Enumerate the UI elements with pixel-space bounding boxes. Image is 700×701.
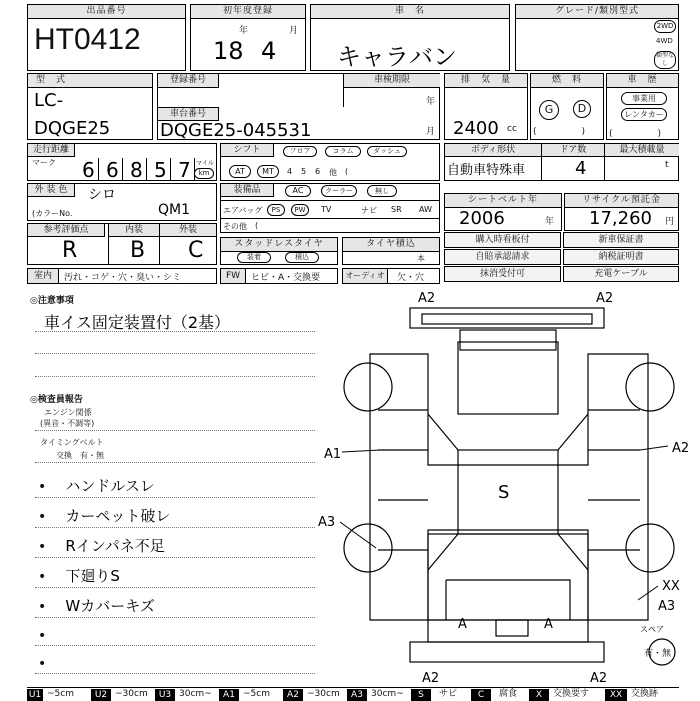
studless-box	[220, 237, 338, 265]
note-line	[35, 462, 315, 463]
note-line	[35, 527, 315, 528]
lot-number-box	[27, 4, 186, 71]
audio-items: 欠・穴	[397, 273, 425, 283]
shift-5: 5	[301, 167, 307, 176]
color-code-label: (カラーNo.	[32, 209, 73, 218]
shift-box	[220, 143, 440, 181]
mileage-label: 走行距離	[28, 144, 75, 157]
model-code-label: 型 式	[28, 74, 152, 88]
fuel-diesel: D	[573, 100, 591, 118]
legend-key: XX	[605, 689, 627, 701]
mileage-digit-separator	[170, 158, 171, 180]
document-button: 新車保証書	[563, 232, 679, 248]
interior-score-divider	[108, 236, 109, 264]
mileage-box	[27, 143, 217, 181]
side-line-right	[588, 410, 640, 550]
timing-belt-label: タイミングベルト	[40, 438, 104, 447]
first-registration-month: 4	[261, 37, 277, 65]
wheel-front-right	[626, 363, 674, 411]
lot-number-label: 出品番号	[28, 5, 185, 19]
rear-bumper	[410, 642, 604, 662]
studless-loaded: 積込	[285, 252, 319, 263]
mileage-digit: 7	[178, 158, 191, 182]
mileage-mile: マイル	[196, 160, 214, 167]
inspection-label: 車検期限	[344, 74, 440, 88]
fuel-gasoline: G	[539, 100, 559, 120]
displacement-unit: cc	[507, 124, 517, 134]
engine-sub: (異音・不調等)	[40, 419, 95, 428]
wheel-rear-right	[626, 524, 674, 572]
capacity-divider	[604, 156, 605, 180]
shift-floor: フロア	[283, 146, 317, 157]
model-code-value-2: DQGE25	[34, 118, 111, 139]
damage-mark: S	[498, 482, 510, 503]
legend-key: A2	[283, 689, 303, 701]
month-word: 月	[289, 26, 299, 36]
model-name: キャラバン	[337, 43, 457, 71]
item-bullet: •	[38, 479, 47, 495]
model-code-value: LC-	[34, 90, 64, 111]
note-line	[35, 557, 315, 558]
item-text: ハンドルスレ	[65, 477, 155, 495]
recycle-box	[564, 193, 679, 231]
front-window-items: ヒビ・A・交換要	[251, 273, 321, 283]
car-damage-diagram	[318, 290, 700, 682]
inspection-item	[38, 565, 120, 586]
document-button: 抹消受付可	[444, 266, 561, 282]
seatbelt-year: 年	[545, 217, 555, 227]
item-bullet: •	[38, 569, 47, 585]
fuel-label: 燃 料	[531, 74, 603, 88]
equip-cooler: クーラー	[321, 185, 357, 197]
exterior-score-label: 外装	[160, 224, 216, 237]
damage-mark: A	[544, 617, 553, 632]
wheel-rear-left	[344, 524, 392, 572]
damage-mark: A2	[596, 291, 614, 306]
equip-tv: TV	[321, 205, 332, 214]
damage-mark: A2	[672, 441, 690, 456]
inspection-item	[38, 535, 165, 556]
document-button: 充電ケーブル	[563, 266, 679, 282]
inspection-item	[38, 505, 170, 526]
mileage-digit: 8	[130, 158, 143, 182]
document-button: 自賠承認請求	[444, 249, 561, 265]
equip-none: 無し	[367, 185, 397, 197]
interior-score-value: B	[130, 238, 146, 263]
front-window-label: FW	[221, 269, 246, 283]
damage-mark: A2	[422, 671, 440, 682]
fuel-box	[530, 73, 604, 140]
timing-belt-sub: 交換 有・無	[56, 451, 104, 460]
rear-body	[428, 534, 588, 620]
shift-dash: ダッシュ	[367, 146, 407, 157]
mileage-digit-row	[74, 156, 194, 180]
empty-bullet: •	[38, 656, 47, 672]
capacity-unit: t	[665, 160, 669, 170]
legend-key: C	[471, 689, 491, 701]
legend-value: ~5cm	[243, 689, 270, 699]
equip-aw: AW	[419, 205, 432, 214]
model-name-box	[310, 4, 510, 71]
legend-value: 腐食	[499, 689, 518, 699]
damage-leader	[640, 446, 668, 450]
color-code-value: QM1	[158, 202, 191, 218]
shift-column: コラム	[325, 146, 361, 157]
legend-key: X	[529, 689, 549, 701]
equip-other-paren: (	[255, 221, 259, 230]
wheel-front-left	[344, 363, 392, 411]
exterior-score-value: C	[188, 238, 204, 263]
legend-value: 交換要す	[553, 689, 590, 699]
tire-load-label: タイヤ積込	[343, 238, 439, 252]
legend-value: 30cm~	[179, 689, 212, 699]
displacement-value: 2400	[453, 118, 499, 139]
empty-bullet: •	[38, 628, 47, 644]
spare-value: 有・無	[644, 649, 672, 659]
note-line	[35, 587, 315, 588]
note-line	[35, 376, 315, 377]
note-line	[35, 353, 315, 354]
mileage-digit: 6	[106, 158, 119, 182]
fuel-paren: ( )	[533, 127, 586, 137]
inspection-item	[38, 595, 155, 616]
item-text: Wカバーキズ	[65, 597, 155, 615]
legend-value: ~30cm	[115, 689, 148, 699]
note-line	[35, 617, 315, 618]
registration-number-label: 登録番号	[158, 74, 219, 88]
body-box	[444, 143, 679, 181]
shift-mt: MT	[257, 165, 279, 178]
drive-other: 類型なし	[655, 52, 674, 67]
drive-4wd: 4WD	[656, 37, 673, 45]
damage-mark: A	[458, 617, 467, 632]
meter-label: マーク	[32, 158, 56, 167]
item-bullet: •	[38, 539, 47, 555]
equip-airbag: エアバッグ	[223, 206, 263, 215]
doors-divider	[541, 156, 542, 180]
equip-sr: SR	[391, 205, 402, 214]
doors-value: 4	[575, 158, 587, 179]
damage-mark: A3	[658, 599, 676, 614]
legend-bar	[27, 687, 679, 701]
legend-key: S	[411, 689, 431, 701]
registration-box	[157, 73, 440, 140]
note-line	[35, 331, 315, 332]
recycle-unit: 円	[665, 217, 675, 227]
doors-label: ドア数	[542, 144, 605, 157]
inspector-title: ◎検査員報告	[30, 395, 83, 405]
exterior-score-divider	[159, 236, 160, 264]
front-bumper-inner	[422, 314, 592, 324]
shift-4: 4	[287, 167, 293, 176]
attention-line: 車イス固定装置付（2基）	[44, 313, 231, 332]
history-box	[606, 73, 679, 140]
inspection-month: 月	[426, 127, 436, 137]
equip-navi: ナビ	[361, 206, 377, 215]
damage-mark: A1	[324, 447, 342, 462]
seatbelt-value: 2006	[459, 208, 505, 229]
studless-label: スタッドレスタイヤ	[221, 238, 337, 252]
body-label: ボディ形状	[445, 144, 542, 157]
roof-outline	[458, 342, 558, 414]
mileage-km: km	[194, 168, 214, 179]
item-bullet: •	[38, 509, 47, 525]
equip-other: その他	[223, 222, 247, 231]
seatbelt-label: シートベルト年	[445, 194, 561, 208]
equip-pw: PW	[291, 204, 309, 216]
shift-at: AT	[229, 165, 251, 178]
damage-mark: XX	[662, 579, 680, 594]
legend-value: 30cm~	[371, 689, 404, 699]
drive-2wd: 2WD	[654, 20, 676, 33]
lot-number: HT0412	[34, 23, 141, 56]
color-label: 外 装 色	[28, 184, 75, 197]
mileage-digit: 6	[82, 158, 95, 182]
tire-load-box	[342, 237, 440, 265]
rear-panel	[428, 620, 588, 642]
history-paren: ( )	[609, 129, 662, 139]
history-business: 事業用	[621, 92, 667, 105]
equip-ac: AC	[285, 185, 311, 197]
year-word: 年	[239, 26, 249, 36]
legend-key: A1	[219, 689, 239, 701]
note-line	[35, 645, 315, 646]
audio-box	[342, 268, 440, 284]
legend-value: サビ	[439, 689, 458, 699]
damage-mark: A2	[590, 671, 608, 682]
grade-box	[515, 4, 679, 71]
item-bullet: •	[38, 599, 47, 615]
item-text: カーペット破レ	[65, 507, 171, 525]
model-name-label: 車 名	[311, 5, 509, 19]
interior-condition-label: 室内	[28, 269, 59, 283]
first-registration-year: 18	[213, 37, 244, 65]
front-window-box	[220, 268, 338, 284]
history-rental: レンタカー	[621, 108, 667, 121]
audio-label: オーディオ	[343, 269, 388, 283]
note-line	[35, 497, 315, 498]
equip-row-line	[221, 200, 439, 201]
shift-label: シフト	[221, 144, 274, 157]
studless-equipped: 装着	[237, 252, 271, 263]
legend-value: 交換跡	[631, 689, 659, 699]
model-code-box	[27, 73, 153, 140]
note-line	[35, 673, 315, 674]
equip-row-line-2	[221, 218, 439, 219]
shift-paren: (	[345, 167, 349, 176]
history-label: 車 歴	[607, 74, 678, 88]
displacement-box	[444, 73, 528, 140]
legend-value: ~30cm	[307, 689, 340, 699]
reference-score-label: 参考評価点	[28, 224, 105, 237]
legend-key: U3	[155, 689, 175, 701]
damage-mark: A3	[318, 515, 336, 530]
damage-leader	[342, 450, 380, 452]
displacement-label: 排 気 量	[445, 74, 527, 88]
mileage-digit-separator	[122, 158, 123, 180]
item-text: 下廻りS	[65, 567, 120, 585]
equipment-label: 装備品	[221, 184, 274, 197]
body-value: 自動車特殊車	[447, 163, 526, 178]
attention-title: ◎注意事項	[30, 296, 74, 306]
seatbelt-box	[444, 193, 562, 231]
mileage-digit-separator	[146, 158, 147, 180]
mileage-digit: 5	[154, 158, 167, 182]
shift-6: 6	[315, 167, 321, 176]
chassis-value: DQGE25-045531	[160, 120, 312, 141]
damage-mark: A2	[418, 291, 436, 306]
interior-condition-items: 汚れ・コゲ・穴・臭い・シミ	[64, 273, 182, 283]
document-button: 購入時看板付	[444, 232, 561, 248]
note-line	[35, 430, 315, 431]
spare-label: スペア	[640, 625, 664, 634]
tire-load-unit: 本	[417, 254, 425, 263]
inspection-year: 年	[426, 97, 436, 107]
engine-label: エンジン関係	[44, 408, 92, 417]
recycle-value: 17,260	[589, 208, 652, 229]
equipment-box	[220, 183, 440, 233]
inspection-item	[38, 475, 155, 496]
side-line-left	[378, 410, 428, 550]
grade-score-box	[27, 223, 217, 265]
chassis-label: 車台番号	[158, 107, 219, 121]
first-registration-label: 初年度登録	[191, 5, 305, 19]
shift-other: 他	[329, 168, 337, 177]
interior-score-label: 内装	[108, 224, 160, 237]
equip-ps: PS	[267, 204, 285, 216]
legend-key: U1	[28, 690, 42, 700]
item-text: Rインパネ不足	[65, 537, 165, 555]
legend-key: U2	[91, 689, 111, 701]
first-registration-box	[190, 4, 306, 71]
legend-key: A3	[347, 689, 367, 701]
hood-top	[460, 330, 556, 350]
grade-label: グレード/類別型式	[516, 5, 678, 19]
front-bumper	[410, 308, 604, 328]
legend-value: ~5cm	[47, 689, 74, 699]
color-box	[27, 183, 217, 221]
document-button: 納税証明書	[563, 249, 679, 265]
reference-score-value: R	[62, 238, 78, 263]
interior-condition-box	[27, 268, 217, 284]
capacity-label: 最大積載量	[605, 144, 679, 157]
rear-window	[446, 580, 570, 620]
color-value: シロ	[88, 187, 116, 203]
rear-plate	[496, 620, 528, 636]
mileage-digit-separator	[98, 158, 99, 180]
recycle-label: リサイクル預託金	[565, 194, 678, 208]
